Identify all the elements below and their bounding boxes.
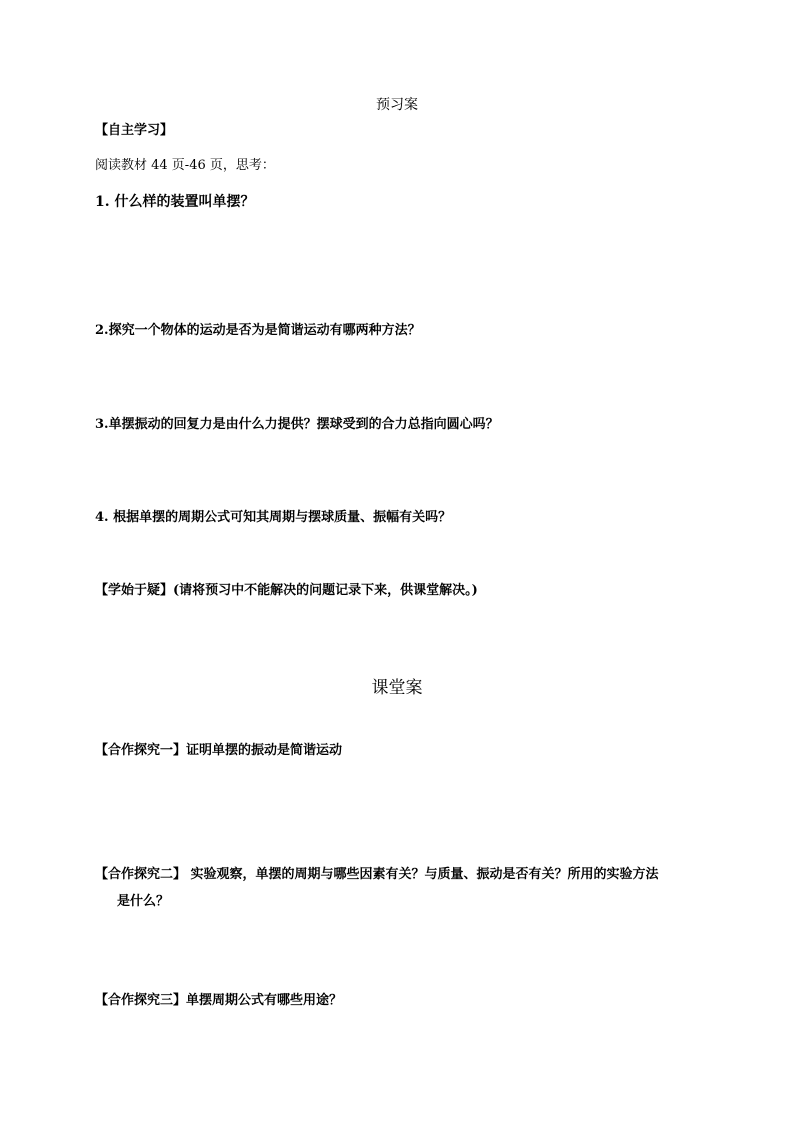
explore-1: 【合作探究一】证明单摆的振动是简谐运动	[95, 743, 343, 758]
reading-instruction: 阅读教材 44 页-46 页，思考：	[95, 158, 275, 173]
question-2: 2.探究一个物体的运动是否为是简谐运动有哪两种方法？	[95, 323, 421, 338]
self-study-heading: 【自主学习】	[95, 123, 174, 138]
question-3: 3.单摆振动的回复力是由什么力提供？摆球受到的合力总指向圆心吗？	[95, 417, 499, 432]
classroom-title: 课堂案	[371, 678, 423, 698]
explore-3: 【合作探究三】单摆周期公式有哪些用途？	[95, 993, 343, 1008]
preview-title: 预习案	[376, 97, 418, 113]
question-4: 4. 根据单摆的周期公式可知其周期与摆球质量、振幅有关吗？	[95, 510, 452, 525]
explore-2-line-1: 【合作探究二】 实验观察，单摆的周期与哪些因素有关？与质量、振动是否有关？所用的实验方法	[95, 867, 659, 882]
explore-2-line-2: 是什么？	[117, 894, 170, 909]
question-1: 1. 什么样的装置叫单摆？	[95, 194, 255, 210]
doubt-section: 【学始于疑】(请将预习中不能解决的问题记录下来，供课堂解决。)	[95, 583, 478, 598]
